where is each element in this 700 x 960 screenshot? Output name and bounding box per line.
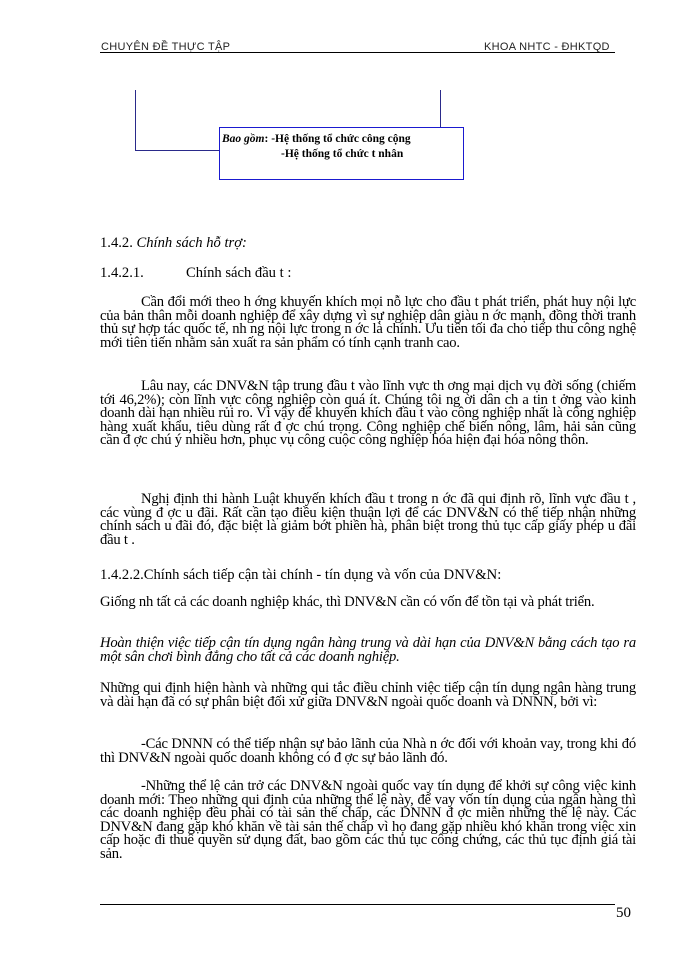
diagram-connector-horizontal (135, 150, 219, 151)
section-heading-1-4-2 (100, 235, 247, 252)
diagram-connector-left (135, 90, 136, 150)
page-number: 50 (616, 905, 631, 921)
paragraph-state-guarantee: -Các DNNN có thể tiếp nhận sự bảo lãnh của Nhà n ớc đối với khoản vay, trong khi đó thì DNV&N ngoài quốc doanh không có đ ợc sự bảo lãnh đó. (100, 736, 636, 766)
diagram-lead: Bao gồm (222, 133, 265, 145)
section-heading-1-4-2-1-number: 1.4.2.1. (100, 265, 144, 281)
section-number: 1.4.2. (100, 235, 133, 251)
diagram-connector-right (440, 90, 441, 127)
section-title: Chính sách hỗ trợ: (136, 235, 247, 251)
diagram-item-private: -Hệ thống tổ chức t nhân (281, 148, 404, 160)
paragraph-investment-decree: Nghị định thi hành Luật khuyến khích đầu t trong n ớc đã qui định rõ, lĩnh vực đầu t , các vùng đ ợc u đãi. Rất cần tạo điều kiện thuận lợi để các DNV&N có thể tiếp nhận những chính sách u đãi đó, đặc biệt là giảm bớt phiền hà, phân biệt trong thủ tục cấp giấy phép u đãi đầu t . (100, 491, 636, 548)
section-heading-1-4-2-1-title: Chính sách đầu t : (186, 265, 292, 281)
paragraph-capital-need: Giống nh tất cả các doanh nghiệp khác, thì DNV&N cần có vốn để tồn tại và phát triển. (100, 594, 595, 610)
paragraph-current-regulations: Những qui định hiện hành và những qui tắc điều chỉnh việc tiếp cận tín dụng ngân hàng trung và dài hạn đã có sự phân biệt đối xử giữa DNV&N ngoài quốc doanh và DNNN, bởi vì: (100, 680, 636, 710)
header-rule (100, 52, 615, 53)
paragraph-investment-sectors: Lâu nay, các DNV&N tập trung đầu t vào lĩnh vực th ơng mại dịch vụ đời sống (chiếm tới 46,2%); còn lĩnh vực công nghiệp còn quá ít. Chúng tôi ng ời dân ch a tin t ởng vào kinh doanh dài hạn nhiều rủi ro. Vì vậy để khuyến khích đầu t vào công nghiệp nhất là công nghiệp hàng xuất khẩu, tiêu dùng rất đ ợc chú trọng. Công nghiệp chế biến nông, lâm, hải sản cũng cần đ ợc chú ý nhiều hơn, phục vụ công cuộc công nghiệp hóa hiện đại hóa nông thôn. (100, 378, 636, 449)
paragraph-investment-reform: Cần đổi mới theo h ớng khuyến khích mọi nỗ lực cho đầu t phát triển, phát huy nội lực của bản thân mỗi doanh nghiệp để xây dựng vì sự nghiệp dân giàu n ớc mạnh, đồng thời tranh thủ sự hợp tác quốc tế, nh ng nội lực trong n ớc là chính. Ưu tiên tối đa cho tiếp thu công nghệ mới tiên tiến nhằm sản xuất ra sản phẩm có tính cạnh tranh cao. (100, 294, 636, 351)
diagram-colon: : (264, 133, 269, 145)
running-header-right: KHOA NHTC - ĐHKTQD (484, 41, 610, 53)
footer-rule (100, 904, 615, 905)
diagram-box-line-1 (222, 133, 411, 145)
running-header-left: CHUYÊN ĐỀ THỰC TẬP (101, 41, 231, 53)
diagram-box-line-2 (281, 148, 403, 160)
diagram-item-public: -Hệ thống tổ chức công cộng (271, 133, 411, 145)
paragraph-credit-access-italic: Hoàn thiện việc tiếp cận tín dụng ngân hàng trung và dài hạn của DNV&N bằng cách tạo ra một sân chơi bình đẳng cho tất cả các doanh nghiệp. (100, 635, 636, 665)
section-heading-1-4-2-2: 1.4.2.2.Chính sách tiếp cận tài chính - tín dụng và vốn của DNV&N: (100, 567, 502, 583)
paragraph-credit-barriers: -Những thể lệ cản trở các DNV&N ngoài quốc vay tín dụng để khởi sự công việc kinh doanh mới: Theo những qui định của những thể lệ này, để vay vốn tín dụng của ngân hàng thì các doanh nghiệp đều phải có tài sản thế chấp, các DNNN đ ợc miễn những thể lệ này. Các DNV&N đang gặp khó khăn về tài sản thế chấp vì họ đang gặp nhiều khó khăn trong việc xin cấp hoặc đi thuê quyền sử dụng đất, bao gồm các thủ tục công chứng, các thủ tục định giá tài sản. (100, 778, 636, 862)
